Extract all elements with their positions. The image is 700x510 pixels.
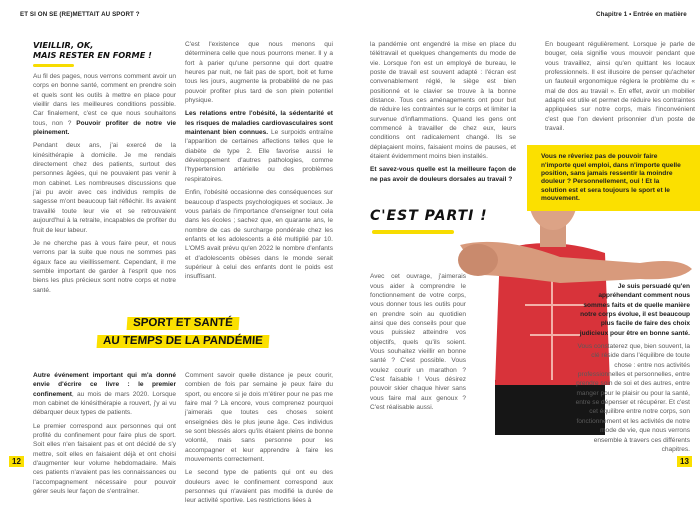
text-column-1 — [33, 72, 176, 295]
section-heading — [33, 41, 176, 60]
paragraph: En bougeant régulièrement. Lorsque je parle de bouger, cela signifie vous mouvoir pendant que vous travaillez, ainsi qu'en quittant les locaux professionnels. Il est illusoire de penser qu'acheter un fauteuil ergonomique réglera le problème du « mal de dos au travail ». En effet, avoir un mobilier adapté est utile et permet de réduire les contraintes appliquées sur notre corps, mais l'inconvénient c'est que l'on devient prisonnier d'un poste de travail. — [545, 41, 695, 133]
heading-line: VIEILLIR, OK, — [33, 40, 94, 50]
right-right-column — [527, 40, 700, 211]
banner-line-1: SPORT ET SANTÉ — [127, 317, 240, 330]
right-left-column — [370, 40, 516, 412]
page-number-left: 12 — [9, 456, 24, 467]
paragraph — [33, 371, 176, 418]
bottom-columns — [33, 371, 333, 510]
banner-line-2: AU TEMPS DE LA PANDÉMIE — [97, 335, 270, 348]
left-page-body — [33, 40, 333, 510]
page-number-right: 13 — [677, 456, 692, 467]
right-bottom-column — [575, 282, 690, 454]
bold-text: Et savez-vous quelle est la meilleure façon de ne pas avoir de douleurs dorsales au travail ? — [370, 166, 516, 183]
paragraph: Le second type de patients qui ont eu des douleurs avec le confinement correspond aux personnes qui n'avaient pas modifié la durée de leur activité sportive. Les restrictions liées à — [185, 469, 333, 505]
running-head-right: Chapitre 1 • Entrée en matière — [596, 11, 687, 18]
bold-text: Autre événement important qui m'a donné envie d'écrire ce livre : le premier confinement — [33, 371, 176, 398]
paragraph — [185, 109, 333, 184]
text-column-4 — [527, 40, 700, 137]
callout-box — [527, 145, 700, 211]
paragraph: Comment savoir quelle distance je peux courir, combien de fois par semaine je peux faire du sport, ou encore si je dois m'étirer pour ne pas me faire mal ? Là encore, vous comprenez pourquoi j'aimerais que toutes ces choses soient enseignées dès le plus jeune âge. Ces individus se sont blessés alors qu'ils étaient pleins de bonne volonté, mais sans personne pour les accompagner et leur apprendre à faire les mouvements correctement. — [185, 371, 333, 463]
text-column-2-bottom — [185, 371, 333, 510]
text-column-2 — [185, 40, 333, 286]
bold-text: Pouvoir profiter de notre vie pleinement. — [33, 119, 176, 137]
paragraph: Enfin, l'obésité occasionne des conséquences sur beaucoup d'aspects psychologiques et sociaux. Je vous parlais de l'importance d'enseigner tout cela dans les écoles ; sachez que, en quarante ans, le nombre de cas de surcharge pondérale chez les enfants et les adolescents a été multiplié par 10. L'OMS avait prévu qu'en 2022 le nombre d'enfants et d'adolescents obèses dans le monde serait supérieur à celui des enfants dont le poids est insuffisant. — [185, 189, 333, 281]
paragraph: Pendant deux ans, j'ai exercé de la kinésithérapie à domicile. Je me rendais directement chez des patients, surtout des personnes âgées, qui ne pouvaient pas venir à mon cabinet. Les nombreuses discussions que j'ai pu avoir avec ces individus remplis de sagesse m'ont beaucoup fait réfléchir. Ils avaient travaillé toute leur vie et se retrouvaient aujourd'hui à la retraite, incapables de profiter du fruit de leur labeur. — [33, 142, 176, 234]
paragraph: Je ne cherche pas à vous faire peur, et nous verrons par la suite que nous ne sommes pas égaux face au vieillissement. Cependant, il me semble important de garder à l'esprit que nos biens les plus précieux sont notre corps et notre santé. — [33, 239, 176, 294]
paragraph — [33, 72, 176, 137]
callout-text: Vous ne rêveriez pas de pouvoir faire n'importe quel emploi, dans n'importe quelle position, sans jamais ressentir la moindre douleur ? Personnellement, oui ! Et la solution est et sera toujours le sport et le mouvement. — [541, 153, 681, 202]
heading-underline — [33, 64, 74, 67]
bold-statement: Je suis persuadé qu'en appréhendant comment nous sommes faits et de quelle manière notre corps évolue, il est beaucoup plus facile de faire des choix judicieux pour être en bonne santé. — [579, 283, 690, 337]
top-columns — [33, 40, 333, 299]
closing-text: Vous constaterez que, bien souvent, la clé réside dans l'équilibre de toute chose : entre nos activités professionnelles et personnelles, entre prendre soin de soi et des autres, entre manger pour le plaisir ou pour la santé, entre se dépenser et récupérer. Et c'est cet équilibre entre notre corps, son fonctionnement et les activités de notre mode de vie, que nous verrons ensemble à travers ces différents chapitres. — [575, 343, 690, 453]
heading-line: MAIS RESTER EN FORME ! — [33, 49, 152, 60]
text: Le surpoids entraîne l'apparition de certaines affections telles que le diabète de type 2. Elle favorise aussi le développement d'autres pathologies, comme l'hypertension artérielle ou des problèmes respiratoires. — [185, 129, 333, 183]
paragraph: Le premier correspond aux personnes qui ont profité du confinement pour faire plus de sport. Soit elles n'en faisaient pas et ont décidé de s'y mettre, soit elles en faisaient déjà et ont choisi d'augmenter leur volume hebdomadaire. Mais ces patients n'avaient pas les connaissances ou l'accompagnement nécessaire pour pouvoir gérer seuls leur façon de s'entraîner. — [33, 422, 176, 496]
text: Au fil des pages, nous verrons comment avoir un corps en bonne santé, comment en prendre soin et quels sont les outils à mettre en place pour vieillir dans les meilleures conditions possible. Car finalement, c'est ce que nous souhaitons tous, non ? — [33, 73, 176, 127]
paragraph — [370, 165, 516, 184]
paragraph: la pandémie ont engendré la mise en place du télétravail et quelques changements du mode de vie. Lorsque l'on est un employé de bureau, le poste de travail est souvent adapté : l'écran est convenablement réglé, le siège est bien positionné et le clavier se trouve à la bonne distance. Tous ces aménagements ont pour but de réduire les contraintes sur le corps et limiter la survenue d'inflammations. Quand les gens ont commencé à travailler de chez eux, leurs conditions ont radicalement changé. Ils se déplaçaient moins, faisaient moins de pauses, et étaient évidemment moins bien installés. — [370, 41, 516, 161]
text: , au mois de mars 2020. Lorsque mon cabinet de kinésithérapie a rouvert, j'y ai vu débarquer deux types de patients. — [33, 390, 176, 417]
paragraph: C'est l'existence que nous menons qui déterminera celle que nous pourrons mener. Il y a fort à parier qu'une personne qui dort quatre heures par nuit, ne fait pas de sport, boit et fume tous les jours, augmente la probabilité de ne pas pouvoir profiter plus tard de son plein potentiel physique. — [185, 41, 333, 105]
section-heading-right: C'EST PARTI ! — [370, 208, 488, 225]
intro-text: Avec cet ouvrage, j'aimerais vous aider à comprendre le fonctionnement de votre corps, vous donner tous les outils pour en prendre soin au quotidien ainsi que des conseils pour que vous puissiez atteindre vos objectifs, quels qu'ils soient. Vous souhaitez vieillir en bonne santé ? C'est possible. Vous voulez courir un marathon ? C'est faisable ! Vous désirez pouvoir skier chaque hiver sans vous faire mal aux genoux ? C'est réalisable aussi. — [370, 273, 466, 411]
banner — [33, 313, 333, 349]
bold-text: Les relations entre l'obésité, la sédentarité et les risques de maladies cardiovasculaires sont maintenant bien connues. — [185, 110, 333, 137]
running-head-left: ET SI ON SE (RE)METTAIT AU SPORT ? — [20, 11, 140, 18]
column-1-block — [33, 40, 176, 299]
text-column-1-bottom — [33, 371, 176, 500]
heading-underline-right — [372, 230, 454, 234]
text-column-3 — [370, 40, 516, 188]
